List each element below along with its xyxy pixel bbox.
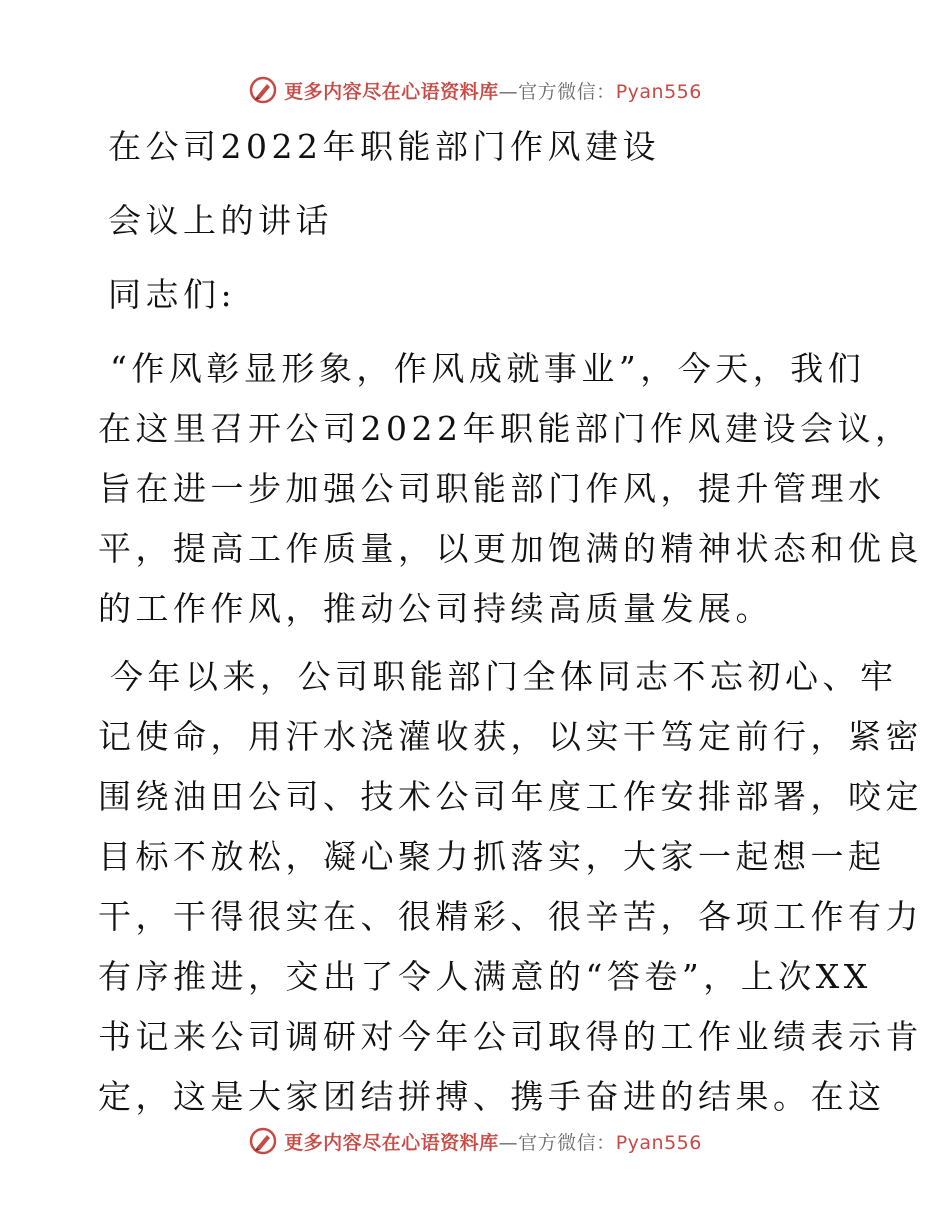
document-title-line-2: 会议上的讲话 (108, 201, 333, 240)
watermark-wechat-id: Pyan556 (615, 1131, 702, 1154)
paragraph-2-line: 今年以来，公司职能部门全体同志不忘初心、牢 (110, 657, 898, 696)
footer-watermark (0, 1121, 950, 1161)
pen-logo-icon (248, 75, 278, 105)
paragraph-1-line: 旨在进一步加强公司职能部门作风，提升管理水 (98, 469, 886, 508)
paragraph-1-line: 平，提高工作质量，以更加饱满的精神状态和优良 (98, 529, 923, 568)
watermark-dash: — (498, 80, 519, 103)
paragraph-2-line: 记使命，用汗水浇灌收获，以实干笃定前行，紧密 (98, 717, 923, 756)
paragraph-2-line: 有序推进，交出了令人满意的“答卷”，上次XX (98, 957, 872, 996)
header-watermark (0, 70, 950, 110)
paragraph-2-line: 目标不放松，凝心聚力抓落实，大家一起想一起 (98, 837, 886, 876)
watermark-wechat-label: 官方微信： (518, 80, 616, 103)
watermark-site-text: 更多内容尽在心语资料库 (284, 80, 499, 103)
paragraph-2-line: 定，这是大家团结拼搏、携手奋进的结果。在这 (98, 1077, 886, 1116)
watermark-wechat-id: Pyan556 (615, 80, 702, 103)
paragraph-2-line: 围绕油田公司、技术公司年度工作安排部署，咬定 (98, 777, 923, 816)
pen-logo-icon (248, 1126, 278, 1156)
watermark-wechat-label: 官方微信： (518, 1131, 616, 1154)
watermark-text (284, 1128, 702, 1155)
paragraph-1-line: “作风彰显形象，作风成就事业”，今天，我们 (110, 349, 866, 388)
paragraph-1-line: 在这里召开公司2022年职能部门作风建设会议， (98, 409, 913, 448)
watermark-site-text: 更多内容尽在心语资料库 (284, 1131, 499, 1154)
paragraph-1-line: 的工作作风，推动公司持续高质量发展。 (98, 589, 773, 628)
watermark-text (284, 77, 702, 104)
document-title-line-1: 在公司2022年职能部门作风建设 (108, 127, 660, 166)
paragraph-2-line: 干，干得很实在、很精彩、很辛苦，各项工作有力 (98, 897, 923, 936)
watermark-dash: — (498, 1131, 519, 1154)
salutation: 同志们: (108, 275, 237, 314)
paragraph-2-line: 书记来公司调研对今年公司取得的工作业绩表示肯 (98, 1017, 923, 1056)
